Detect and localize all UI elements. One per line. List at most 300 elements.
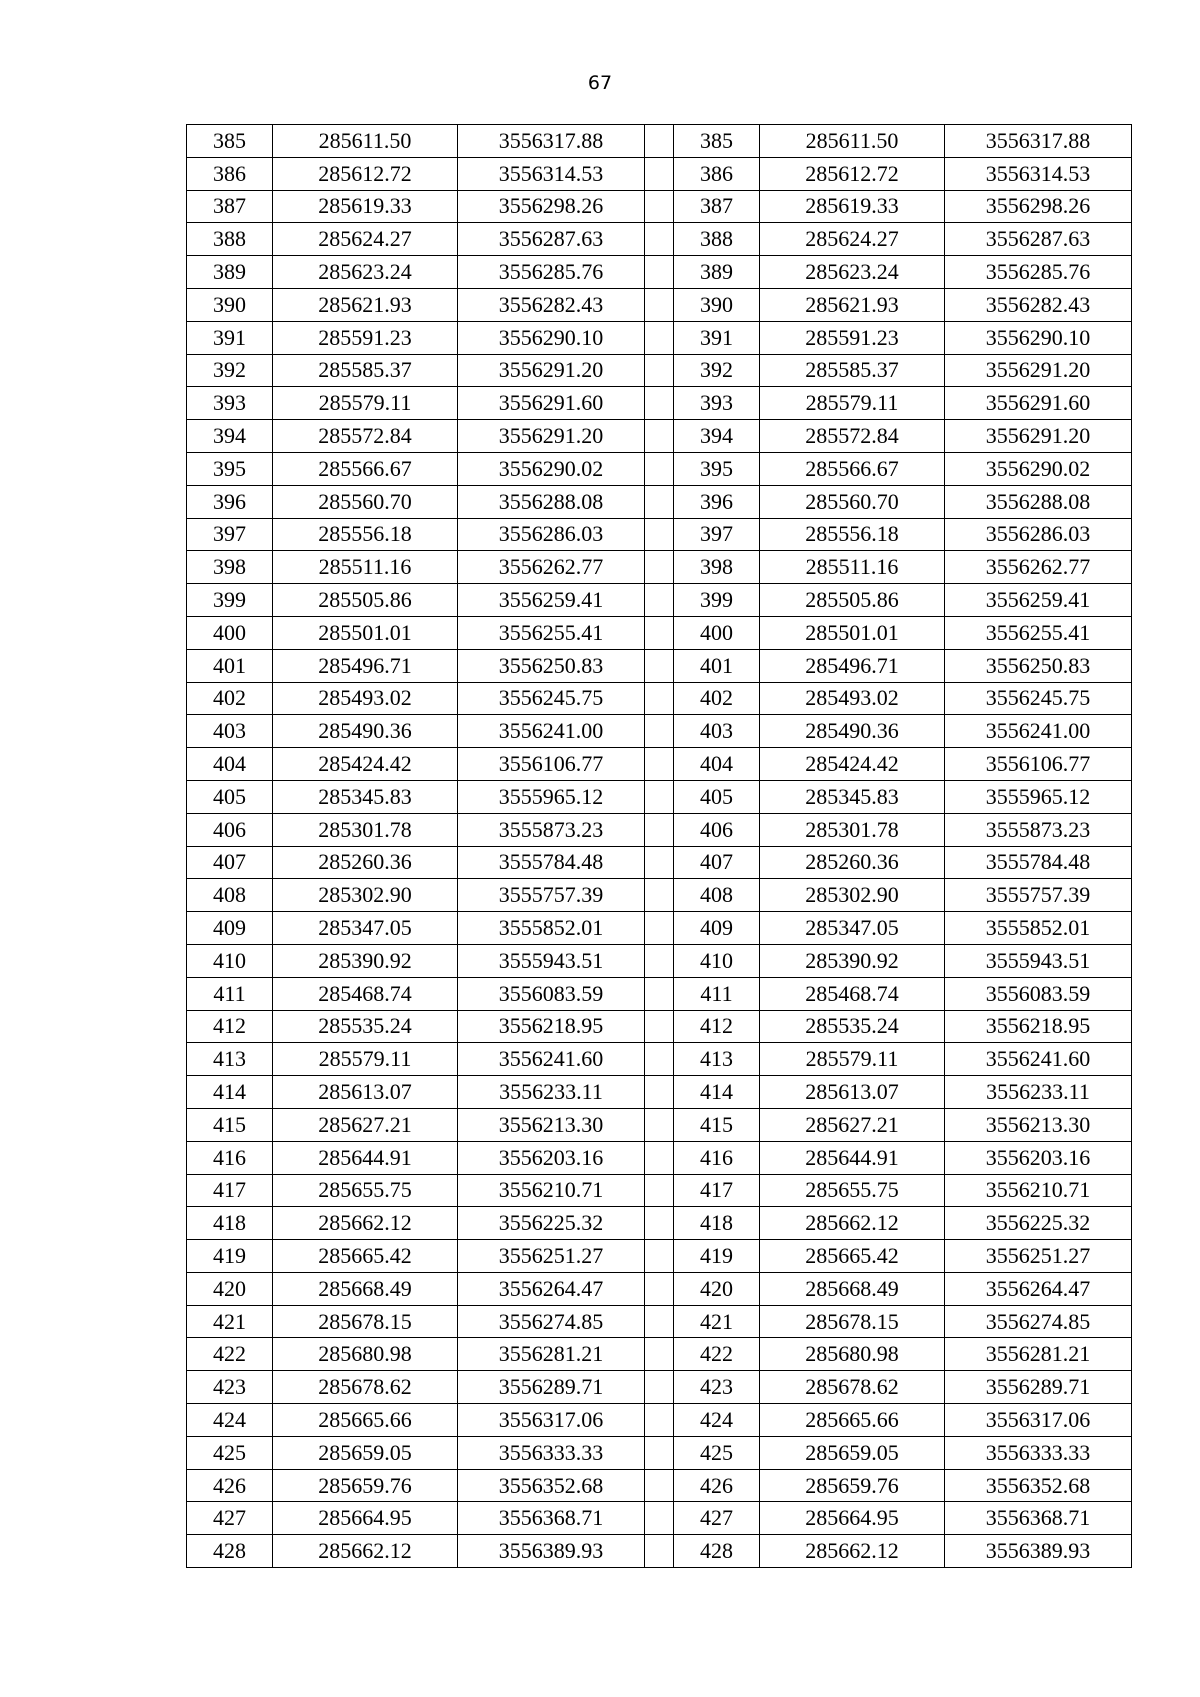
right-x-coordinate: 285424.42: [760, 748, 945, 781]
right-point-number: 428: [674, 1535, 760, 1568]
left-y-coordinate: 3555784.48: [458, 846, 645, 879]
right-point-number: 426: [674, 1469, 760, 1502]
left-y-coordinate: 3556241.00: [458, 715, 645, 748]
spacer-cell: [645, 1010, 674, 1043]
right-point-number: 397: [674, 518, 760, 551]
spacer-cell: [645, 551, 674, 584]
left-x-coordinate: 285560.70: [273, 485, 458, 518]
right-y-coordinate: 3556368.71: [945, 1502, 1132, 1535]
right-x-coordinate: 285678.62: [760, 1371, 945, 1404]
right-point-number: 388: [674, 223, 760, 256]
left-point-number: 392: [187, 354, 273, 387]
left-point-number: 390: [187, 288, 273, 321]
left-point-number: 393: [187, 387, 273, 420]
left-x-coordinate: 285579.11: [273, 1043, 458, 1076]
left-point-number: 408: [187, 879, 273, 912]
table-row: [187, 288, 1132, 321]
right-x-coordinate: 285621.93: [760, 288, 945, 321]
right-x-coordinate: 285665.66: [760, 1404, 945, 1437]
spacer-cell: [645, 354, 674, 387]
spacer-cell: [645, 1174, 674, 1207]
left-y-coordinate: 3556259.41: [458, 584, 645, 617]
right-y-coordinate: 3556290.10: [945, 321, 1132, 354]
spacer-cell: [645, 944, 674, 977]
left-x-coordinate: 285659.05: [273, 1436, 458, 1469]
left-x-coordinate: 285585.37: [273, 354, 458, 387]
right-point-number: 421: [674, 1305, 760, 1338]
left-y-coordinate: 3556241.60: [458, 1043, 645, 1076]
right-x-coordinate: 285668.49: [760, 1272, 945, 1305]
right-point-number: 391: [674, 321, 760, 354]
left-point-number: 407: [187, 846, 273, 879]
right-y-coordinate: 3556389.93: [945, 1535, 1132, 1568]
right-y-coordinate: 3556333.33: [945, 1436, 1132, 1469]
left-x-coordinate: 285624.27: [273, 223, 458, 256]
left-y-coordinate: 3556245.75: [458, 682, 645, 715]
right-y-coordinate: 3556210.71: [945, 1174, 1132, 1207]
left-x-coordinate: 285390.92: [273, 944, 458, 977]
left-x-coordinate: 285678.15: [273, 1305, 458, 1338]
spacer-cell: [645, 1207, 674, 1240]
right-x-coordinate: 285627.21: [760, 1108, 945, 1141]
table-row: [187, 157, 1132, 190]
spacer-cell: [645, 125, 674, 158]
spacer-cell: [645, 1371, 674, 1404]
right-y-coordinate: 3556262.77: [945, 551, 1132, 584]
right-y-coordinate: 3556282.43: [945, 288, 1132, 321]
right-point-number: 385: [674, 125, 760, 158]
table-row: [187, 780, 1132, 813]
right-point-number: 386: [674, 157, 760, 190]
spacer-cell: [645, 420, 674, 453]
table-row: [187, 1338, 1132, 1371]
right-point-number: 425: [674, 1436, 760, 1469]
table-row: [187, 616, 1132, 649]
right-point-number: 409: [674, 912, 760, 945]
spacer-cell: [645, 256, 674, 289]
right-y-coordinate: 3556352.68: [945, 1469, 1132, 1502]
right-point-number: 423: [674, 1371, 760, 1404]
left-point-number: 389: [187, 256, 273, 289]
right-point-number: 402: [674, 682, 760, 715]
right-x-coordinate: 285302.90: [760, 879, 945, 912]
spacer-cell: [645, 616, 674, 649]
table-row: [187, 1076, 1132, 1109]
right-point-number: 404: [674, 748, 760, 781]
left-y-coordinate: 3556262.77: [458, 551, 645, 584]
left-point-number: 419: [187, 1240, 273, 1273]
table-row: [187, 1535, 1132, 1568]
right-y-coordinate: 3556285.76: [945, 256, 1132, 289]
left-point-number: 402: [187, 682, 273, 715]
spacer-cell: [645, 1108, 674, 1141]
spacer-cell: [645, 1535, 674, 1568]
left-x-coordinate: 285665.66: [273, 1404, 458, 1437]
spacer-cell: [645, 682, 674, 715]
left-y-coordinate: 3556389.93: [458, 1535, 645, 1568]
left-point-number: 416: [187, 1141, 273, 1174]
left-x-coordinate: 285424.42: [273, 748, 458, 781]
left-x-coordinate: 285566.67: [273, 452, 458, 485]
right-y-coordinate: 3555784.48: [945, 846, 1132, 879]
right-y-coordinate: 3556245.75: [945, 682, 1132, 715]
right-point-number: 393: [674, 387, 760, 420]
spacer-cell: [645, 1404, 674, 1437]
right-point-number: 410: [674, 944, 760, 977]
table-row: [187, 1108, 1132, 1141]
spacer-cell: [645, 321, 674, 354]
right-y-coordinate: 3556218.95: [945, 1010, 1132, 1043]
spacer-cell: [645, 912, 674, 945]
right-x-coordinate: 285662.12: [760, 1535, 945, 1568]
right-x-coordinate: 285612.72: [760, 157, 945, 190]
right-x-coordinate: 285659.05: [760, 1436, 945, 1469]
right-point-number: 427: [674, 1502, 760, 1535]
table-row: [187, 551, 1132, 584]
right-x-coordinate: 285345.83: [760, 780, 945, 813]
right-point-number: 406: [674, 813, 760, 846]
spacer-cell: [645, 1502, 674, 1535]
right-y-coordinate: 3556286.03: [945, 518, 1132, 551]
left-y-coordinate: 3556213.30: [458, 1108, 645, 1141]
table-row: [187, 879, 1132, 912]
spacer-cell: [645, 1469, 674, 1502]
left-x-coordinate: 285501.01: [273, 616, 458, 649]
spacer-cell: [645, 1338, 674, 1371]
left-point-number: 423: [187, 1371, 273, 1404]
right-x-coordinate: 285560.70: [760, 485, 945, 518]
left-x-coordinate: 285535.24: [273, 1010, 458, 1043]
left-point-number: 422: [187, 1338, 273, 1371]
table-row: [187, 1141, 1132, 1174]
left-point-number: 415: [187, 1108, 273, 1141]
table-row: [187, 944, 1132, 977]
left-y-coordinate: 3556288.08: [458, 485, 645, 518]
left-y-coordinate: 3556352.68: [458, 1469, 645, 1502]
right-point-number: 411: [674, 977, 760, 1010]
table-row: [187, 1043, 1132, 1076]
left-x-coordinate: 285347.05: [273, 912, 458, 945]
left-x-coordinate: 285644.91: [273, 1141, 458, 1174]
right-x-coordinate: 285556.18: [760, 518, 945, 551]
spacer-cell: [645, 452, 674, 485]
table-row: [187, 715, 1132, 748]
table-row: [187, 682, 1132, 715]
right-x-coordinate: 285501.01: [760, 616, 945, 649]
left-x-coordinate: 285490.36: [273, 715, 458, 748]
left-y-coordinate: 3556287.63: [458, 223, 645, 256]
right-x-coordinate: 285644.91: [760, 1141, 945, 1174]
left-x-coordinate: 285260.36: [273, 846, 458, 879]
left-x-coordinate: 285662.12: [273, 1535, 458, 1568]
left-y-coordinate: 3556250.83: [458, 649, 645, 682]
table-row: [187, 452, 1132, 485]
table-row: [187, 748, 1132, 781]
left-y-coordinate: 3555852.01: [458, 912, 645, 945]
table-row: [187, 256, 1132, 289]
left-x-coordinate: 285468.74: [273, 977, 458, 1010]
left-point-number: 386: [187, 157, 273, 190]
left-x-coordinate: 285572.84: [273, 420, 458, 453]
right-point-number: 420: [674, 1272, 760, 1305]
right-x-coordinate: 285468.74: [760, 977, 945, 1010]
left-y-coordinate: 3556368.71: [458, 1502, 645, 1535]
left-x-coordinate: 285662.12: [273, 1207, 458, 1240]
left-x-coordinate: 285678.62: [273, 1371, 458, 1404]
right-x-coordinate: 285301.78: [760, 813, 945, 846]
left-x-coordinate: 285612.72: [273, 157, 458, 190]
right-point-number: 390: [674, 288, 760, 321]
left-y-coordinate: 3556317.88: [458, 125, 645, 158]
left-x-coordinate: 285659.76: [273, 1469, 458, 1502]
right-point-number: 394: [674, 420, 760, 453]
left-point-number: 426: [187, 1469, 273, 1502]
left-y-coordinate: 3556083.59: [458, 977, 645, 1010]
spacer-cell: [645, 1240, 674, 1273]
left-y-coordinate: 3556286.03: [458, 518, 645, 551]
left-point-number: 414: [187, 1076, 273, 1109]
right-y-coordinate: 3556203.16: [945, 1141, 1132, 1174]
right-y-coordinate: 3556233.11: [945, 1076, 1132, 1109]
spacer-cell: [645, 1272, 674, 1305]
right-x-coordinate: 285579.11: [760, 1043, 945, 1076]
right-y-coordinate: 3556317.88: [945, 125, 1132, 158]
spacer-cell: [645, 584, 674, 617]
spacer-cell: [645, 1141, 674, 1174]
right-y-coordinate: 3556314.53: [945, 157, 1132, 190]
right-point-number: 405: [674, 780, 760, 813]
table-row: [187, 1174, 1132, 1207]
right-y-coordinate: 3556225.32: [945, 1207, 1132, 1240]
table-row: [187, 518, 1132, 551]
right-point-number: 417: [674, 1174, 760, 1207]
right-point-number: 422: [674, 1338, 760, 1371]
right-point-number: 416: [674, 1141, 760, 1174]
right-y-coordinate: 3556298.26: [945, 190, 1132, 223]
left-y-coordinate: 3556290.02: [458, 452, 645, 485]
left-point-number: 409: [187, 912, 273, 945]
left-point-number: 388: [187, 223, 273, 256]
table-row: [187, 912, 1132, 945]
table-row: [187, 190, 1132, 223]
left-x-coordinate: 285611.50: [273, 125, 458, 158]
left-y-coordinate: 3556291.20: [458, 354, 645, 387]
right-y-coordinate: 3555852.01: [945, 912, 1132, 945]
left-x-coordinate: 285301.78: [273, 813, 458, 846]
right-y-coordinate: 3556083.59: [945, 977, 1132, 1010]
right-y-coordinate: 3556289.71: [945, 1371, 1132, 1404]
spacer-cell: [645, 157, 674, 190]
left-x-coordinate: 285668.49: [273, 1272, 458, 1305]
right-point-number: 407: [674, 846, 760, 879]
spacer-cell: [645, 748, 674, 781]
left-y-coordinate: 3556218.95: [458, 1010, 645, 1043]
left-x-coordinate: 285556.18: [273, 518, 458, 551]
right-y-coordinate: 3556291.20: [945, 354, 1132, 387]
right-point-number: 401: [674, 649, 760, 682]
left-y-coordinate: 3556225.32: [458, 1207, 645, 1240]
spacer-cell: [645, 288, 674, 321]
left-y-coordinate: 3556233.11: [458, 1076, 645, 1109]
table-row: [187, 420, 1132, 453]
right-x-coordinate: 285511.16: [760, 551, 945, 584]
right-point-number: 403: [674, 715, 760, 748]
spacer-cell: [645, 387, 674, 420]
left-y-coordinate: 3556285.76: [458, 256, 645, 289]
left-x-coordinate: 285621.93: [273, 288, 458, 321]
left-y-coordinate: 3556314.53: [458, 157, 645, 190]
right-point-number: 396: [674, 485, 760, 518]
right-x-coordinate: 285680.98: [760, 1338, 945, 1371]
right-y-coordinate: 3556288.08: [945, 485, 1132, 518]
spacer-cell: [645, 1076, 674, 1109]
spacer-cell: [645, 1305, 674, 1338]
spacer-cell: [645, 190, 674, 223]
left-point-number: 427: [187, 1502, 273, 1535]
spacer-cell: [645, 715, 674, 748]
table-row: [187, 354, 1132, 387]
table-row: [187, 223, 1132, 256]
left-point-number: 425: [187, 1436, 273, 1469]
left-x-coordinate: 285680.98: [273, 1338, 458, 1371]
table-row: [187, 321, 1132, 354]
left-point-number: 420: [187, 1272, 273, 1305]
right-point-number: 424: [674, 1404, 760, 1437]
right-y-coordinate: 3556290.02: [945, 452, 1132, 485]
right-x-coordinate: 285655.75: [760, 1174, 945, 1207]
right-x-coordinate: 285619.33: [760, 190, 945, 223]
table-row: [187, 485, 1132, 518]
left-y-coordinate: 3556106.77: [458, 748, 645, 781]
left-y-coordinate: 3556264.47: [458, 1272, 645, 1305]
left-point-number: 405: [187, 780, 273, 813]
left-y-coordinate: 3556291.20: [458, 420, 645, 453]
right-y-coordinate: 3556274.85: [945, 1305, 1132, 1338]
right-point-number: 387: [674, 190, 760, 223]
left-x-coordinate: 285613.07: [273, 1076, 458, 1109]
left-point-number: 412: [187, 1010, 273, 1043]
left-point-number: 399: [187, 584, 273, 617]
right-x-coordinate: 285572.84: [760, 420, 945, 453]
left-y-coordinate: 3556289.71: [458, 1371, 645, 1404]
right-x-coordinate: 285591.23: [760, 321, 945, 354]
left-y-coordinate: 3556251.27: [458, 1240, 645, 1273]
left-y-coordinate: 3555943.51: [458, 944, 645, 977]
left-point-number: 400: [187, 616, 273, 649]
left-point-number: 391: [187, 321, 273, 354]
right-x-coordinate: 285490.36: [760, 715, 945, 748]
left-point-number: 417: [187, 1174, 273, 1207]
right-x-coordinate: 285566.67: [760, 452, 945, 485]
table-row: [187, 1436, 1132, 1469]
left-point-number: 403: [187, 715, 273, 748]
right-y-coordinate: 3555943.51: [945, 944, 1132, 977]
right-point-number: 415: [674, 1108, 760, 1141]
right-x-coordinate: 285613.07: [760, 1076, 945, 1109]
table-row: [187, 1305, 1132, 1338]
right-point-number: 392: [674, 354, 760, 387]
table-row: [187, 1240, 1132, 1273]
left-x-coordinate: 285665.42: [273, 1240, 458, 1273]
right-x-coordinate: 285496.71: [760, 649, 945, 682]
left-y-coordinate: 3556290.10: [458, 321, 645, 354]
left-point-number: 404: [187, 748, 273, 781]
coordinates-table-body: [187, 125, 1132, 1568]
right-y-coordinate: 3556241.60: [945, 1043, 1132, 1076]
right-y-coordinate: 3556264.47: [945, 1272, 1132, 1305]
left-point-number: 413: [187, 1043, 273, 1076]
right-x-coordinate: 285535.24: [760, 1010, 945, 1043]
left-x-coordinate: 285627.21: [273, 1108, 458, 1141]
left-point-number: 411: [187, 977, 273, 1010]
right-x-coordinate: 285493.02: [760, 682, 945, 715]
left-x-coordinate: 285496.71: [273, 649, 458, 682]
spacer-cell: [645, 485, 674, 518]
right-point-number: 418: [674, 1207, 760, 1240]
left-point-number: 424: [187, 1404, 273, 1437]
left-x-coordinate: 285623.24: [273, 256, 458, 289]
left-point-number: 418: [187, 1207, 273, 1240]
left-y-coordinate: 3556282.43: [458, 288, 645, 321]
table-row: [187, 1469, 1132, 1502]
left-y-coordinate: 3556317.06: [458, 1404, 645, 1437]
left-x-coordinate: 285579.11: [273, 387, 458, 420]
right-point-number: 400: [674, 616, 760, 649]
left-point-number: 428: [187, 1535, 273, 1568]
right-x-coordinate: 285585.37: [760, 354, 945, 387]
right-x-coordinate: 285347.05: [760, 912, 945, 945]
coordinates-table: [186, 124, 1132, 1568]
right-x-coordinate: 285624.27: [760, 223, 945, 256]
right-x-coordinate: 285665.42: [760, 1240, 945, 1273]
right-x-coordinate: 285505.86: [760, 584, 945, 617]
right-point-number: 419: [674, 1240, 760, 1273]
left-x-coordinate: 285345.83: [273, 780, 458, 813]
right-y-coordinate: 3556291.60: [945, 387, 1132, 420]
left-x-coordinate: 285619.33: [273, 190, 458, 223]
left-x-coordinate: 285664.95: [273, 1502, 458, 1535]
spacer-cell: [645, 977, 674, 1010]
left-point-number: 387: [187, 190, 273, 223]
right-x-coordinate: 285678.15: [760, 1305, 945, 1338]
right-y-coordinate: 3556255.41: [945, 616, 1132, 649]
left-x-coordinate: 285655.75: [273, 1174, 458, 1207]
right-y-coordinate: 3556281.21: [945, 1338, 1132, 1371]
right-y-coordinate: 3556106.77: [945, 748, 1132, 781]
right-y-coordinate: 3556213.30: [945, 1108, 1132, 1141]
right-x-coordinate: 285659.76: [760, 1469, 945, 1502]
table-row: [187, 1502, 1132, 1535]
spacer-cell: [645, 649, 674, 682]
left-x-coordinate: 285591.23: [273, 321, 458, 354]
right-point-number: 398: [674, 551, 760, 584]
right-y-coordinate: 3556287.63: [945, 223, 1132, 256]
left-x-coordinate: 285511.16: [273, 551, 458, 584]
spacer-cell: [645, 846, 674, 879]
right-y-coordinate: 3556259.41: [945, 584, 1132, 617]
table-row: [187, 387, 1132, 420]
left-y-coordinate: 3556291.60: [458, 387, 645, 420]
left-point-number: 394: [187, 420, 273, 453]
left-y-coordinate: 3555873.23: [458, 813, 645, 846]
table-row: [187, 977, 1132, 1010]
spacer-cell: [645, 1043, 674, 1076]
table-row: [187, 1371, 1132, 1404]
right-x-coordinate: 285664.95: [760, 1502, 945, 1535]
table-row: [187, 125, 1132, 158]
right-point-number: 408: [674, 879, 760, 912]
left-x-coordinate: 285505.86: [273, 584, 458, 617]
